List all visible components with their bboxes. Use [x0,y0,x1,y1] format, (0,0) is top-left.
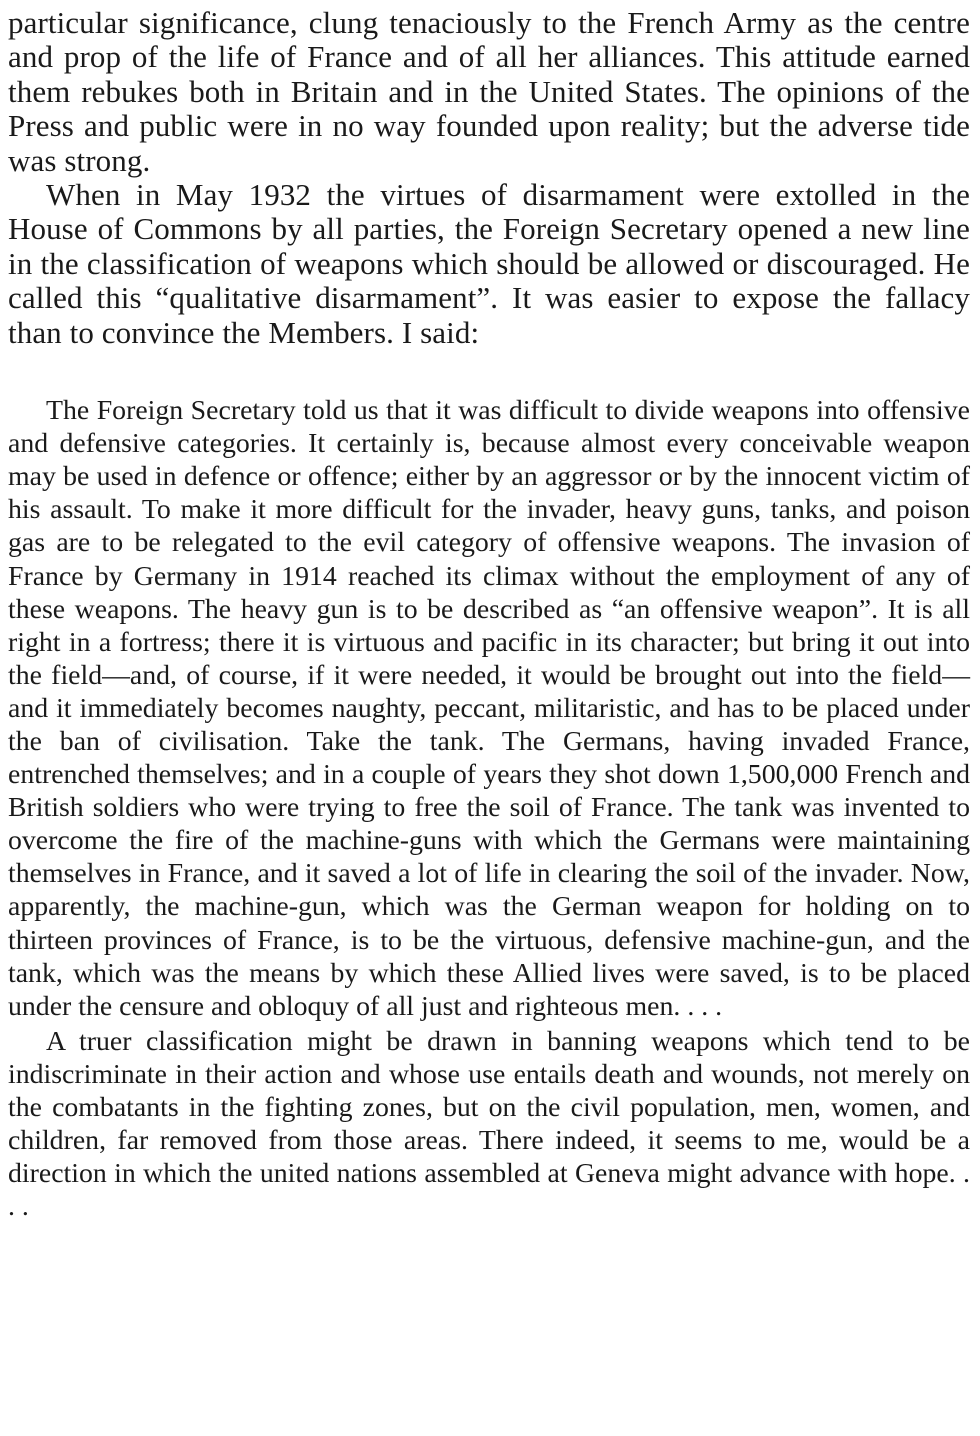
speech-quotation [8,394,970,1223]
quote-paragraph-weapons: The Foreign Secretary told us that it was difficult to divide weapons into offensive and defensive categories. It certainly is, because almost every conceivable weapon may be used in defence or offence; either by an aggressor or by the innocent victim of his assault. To make it more difficult for the invader, heavy guns, tanks, and poison gas are to be relegated to the evil category of offensive weapons. The invasion of France by Germany in 1914 reached its climax without the employment of any of these weapons. The heavy gun is to be described as “an offensive weapon”. It is all right in a fortress; there it is virtuous and pacific in its character; but bring it out into the field—and, of course, if it were needed, it would be brought out into the field—and it immediately becomes naughty, peccant, militaristic, and has to be placed under the ban of civilisation. Take the tank. The Germans, having invaded France, entrenched themselves; and in a couple of years they shot down 1,500,000 French and British soldiers who were trying to free the soil of France. The tank was invented to overcome the fire of the machine-guns with which the Germans were maintaining themselves in France, and it saved a lot of life in clearing the soil of the invader. Now, apparently, the machine-gun, which was the German weapon for holding on to thirteen provinces of France, is to be the virtuous, defensive machine-gun, and the tank, which was the means by which these Allied lives were saved, is to be placed under the censure and obloquy of all just and righteous men. . . . [8,395,970,1022]
document-page [8,6,970,1223]
paragraph-qualitative-disarmament: When in May 1932 the virtues of disarmament were extolled in the House of Commons by all parties, the Foreign Secretary opened a new line in the classification of weapons which should be allowed or discouraged. He called this “qualitative disarmament”. It was easier to expose the fallacy than to convince the Members. I said: [8,177,970,350]
quote-paragraph-classification: A truer classification might be drawn in banning weapons which tend to be indiscriminate in their action and whose use entails death and wounds, not merely on the combatants in the fighting zones, but on the civil population, men, women, and children, far removed from those areas. There indeed, it seems to me, would be a direction in which the united nations assembled at Geneva might advance with hope. . . . [8,1025,970,1223]
paragraph-french-army: particular significance, clung tenaciously to the French Army as the centre and prop of the life of France and of all her alliances. This attitude earned them rebukes both in Britain and in the United States. The opinions of the Press and public were in no way founded upon reality; but the adverse tide was strong. [8,5,970,178]
